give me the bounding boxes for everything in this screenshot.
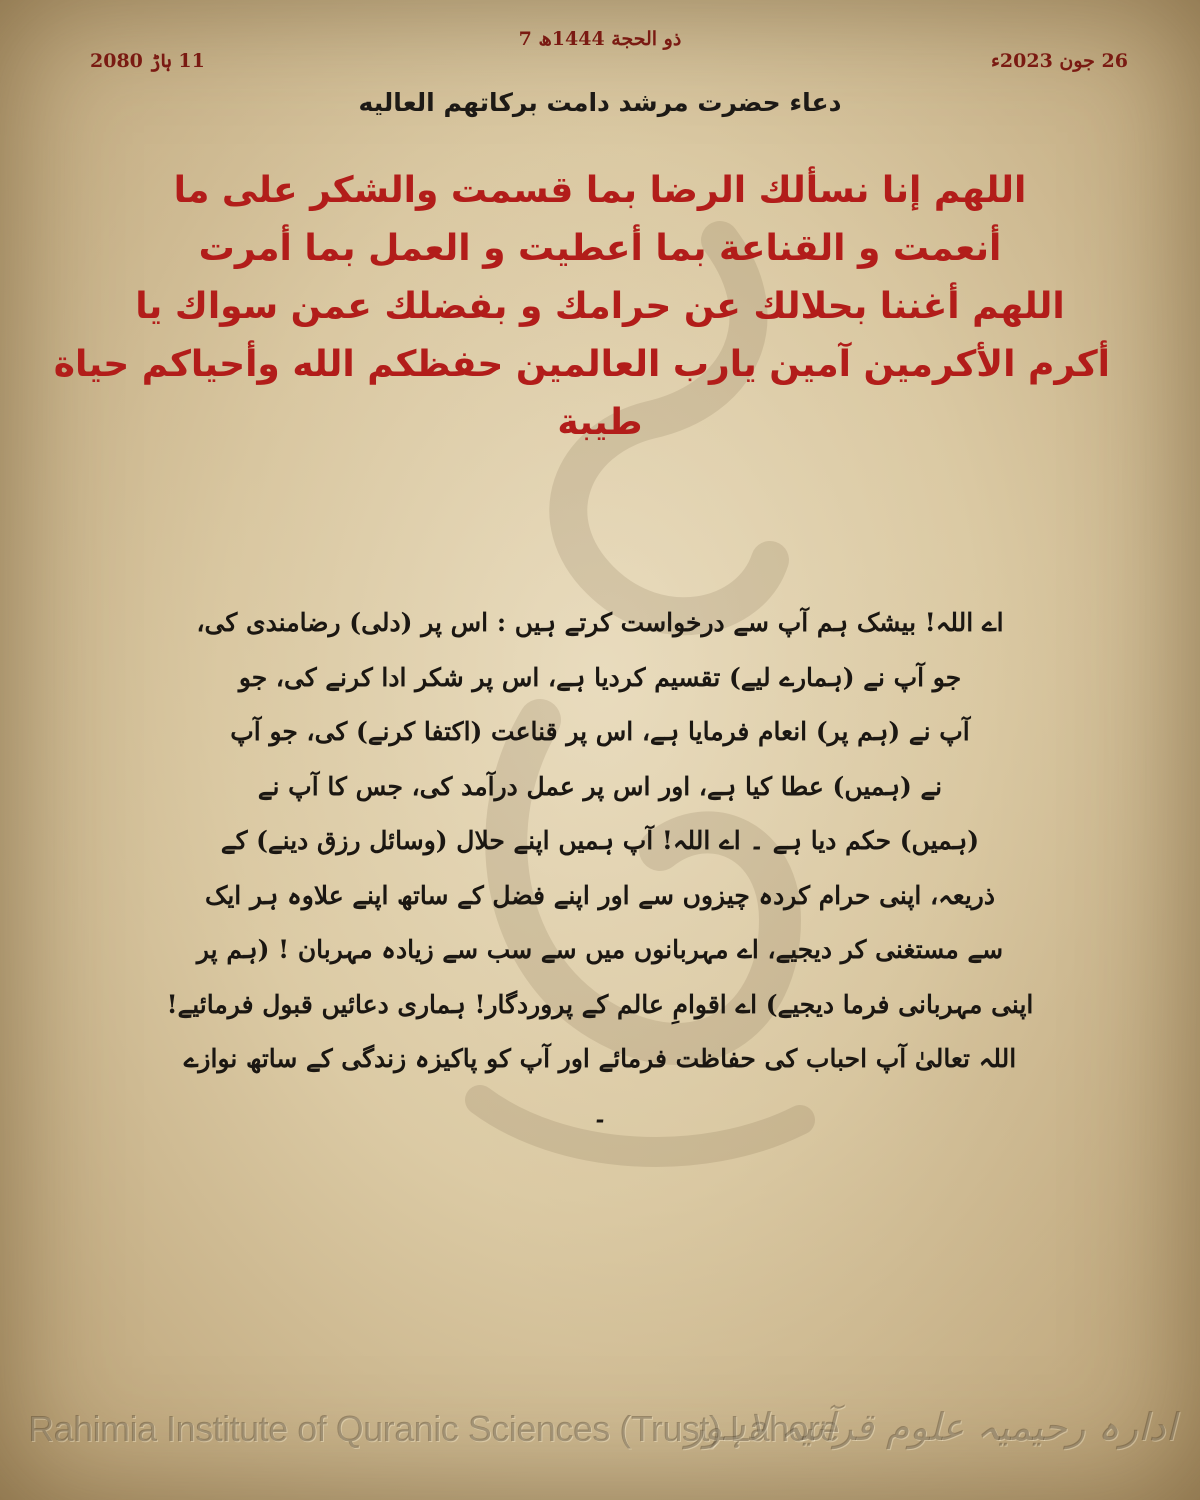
bikrami-date: 11 ہاڑ 2080 <box>90 50 205 72</box>
urdu-translation-line: سے مستغنی کر دیجیے، اے مہربانوں میں سے سب سے زیادہ مہربان ! (ہم پر <box>196 935 1004 964</box>
arabic-dua-line: اللهم إنا نسألك الرضا بما قسمت والشكر على ما <box>173 170 1027 211</box>
footer <box>0 1390 1200 1470</box>
urdu-translation-line: آپ نے (ہم پر) انعام فرمایا ہے، اس پر قناعت (اکتفا کرنے) کی، جو آپ <box>230 717 970 746</box>
gregorian-date: 26 جون 2023ء <box>990 50 1128 72</box>
urdu-translation-line: نے (ہمیں) عطا کیا ہے، اور اس پر عمل درآمد کی، جس کا آپ نے <box>257 771 943 801</box>
urdu-translation-line: اپنی مہربانی فرما دیجیے) اے اقوامِ عالم کے پروردگار! ہماری دعائیں قبول فرمائیے! <box>166 989 1034 1019</box>
date-row <box>0 28 1200 78</box>
page-heading: دعاء حضرت مرشد دامت برکاتھم العالیه <box>358 88 842 117</box>
urdu-translation-line: ۔ <box>592 1098 608 1128</box>
arabic-dua <box>53 162 1110 452</box>
arabic-dua-line: اللهم أغننا بحلالك عن حرامك و بفضلك عمن سواك يا <box>135 286 1065 327</box>
arabic-dua-line: طيبة <box>557 402 643 443</box>
urdu-translation-line: جو آپ نے (ہمارے لیے) تقسیم کردیا ہے، اس پر شکر ادا کرنے کی، جو <box>238 662 962 692</box>
urdu-translation-line: اے اللہ! بیشک ہم آپ سے درخواست کرتے ہیں : اس پر (دلی) رضامندی کی، <box>196 608 1004 637</box>
urdu-translation-line: (ہمیں) حکم دیا ہے ۔ اے اللہ! آپ ہمیں اپنے حلال (وسائل رزق دینے) کے <box>220 826 980 855</box>
institute-name-english: Rahimia Institute of Quranic Sciences (Trust) Lahore <box>28 1408 840 1449</box>
arabic-dua-line: أكرم الأكرمين آمين يارب العالمين حفظكم الله وأحياكم حياة <box>53 344 1110 385</box>
arabic-dua-line: أنعمت و القناعة بما أعطيت و العمل بما أمرت <box>198 228 1002 269</box>
urdu-translation-line: ذریعہ، اپنی حرام کردہ چیزوں سے اور اپنے فضل کے ساتھ اپنے علاوہ ہر ایک <box>204 880 996 910</box>
institute-logo-urdu: ادارہ رحیمیہ علوم قرآنیہ لاہور <box>685 1405 1176 1449</box>
hijri-date: 7 ذو الحجة 1444ھ <box>518 28 682 50</box>
urdu-translation <box>140 596 1060 1141</box>
urdu-translation-line: اللہ تعالیٰ آپ احباب کی حفاظت فرمائے اور آپ کو پاکیزہ زندگی کے ساتھ نوازے <box>183 1044 1017 1073</box>
